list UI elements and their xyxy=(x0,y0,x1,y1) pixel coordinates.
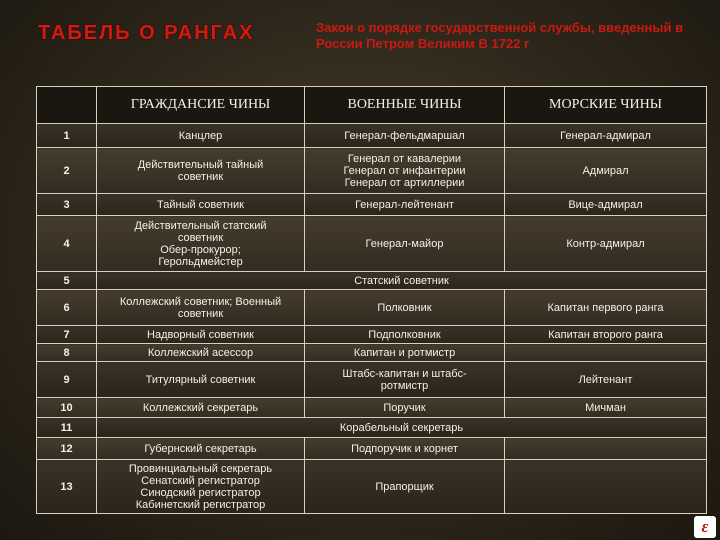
table-row xyxy=(37,194,707,216)
table-row xyxy=(37,460,707,514)
table-header-row xyxy=(37,87,707,124)
rank-line: советник xyxy=(177,307,224,320)
rank-line: Генерал-фельдмаршал xyxy=(344,129,465,142)
rank-line: ротмистр xyxy=(380,379,429,392)
naval-rank-cell xyxy=(505,362,707,398)
ranks-table xyxy=(36,86,707,514)
naval-rank-cell xyxy=(505,460,707,514)
header-naval-ranks: МОРСКИЕ ЧИНЫ xyxy=(505,87,707,124)
naval-rank-cell xyxy=(505,148,707,194)
table-row xyxy=(37,272,707,290)
rank-line: Адмирал xyxy=(582,164,629,177)
rank-line: Губернский секретарь xyxy=(144,442,257,455)
rank-line: Коллежский асессор xyxy=(147,346,254,359)
rank-class-number: 1 xyxy=(37,124,97,148)
rank-line: Надворный советник xyxy=(147,328,254,341)
presentation-logo-icon: ɛ xyxy=(694,516,716,538)
rank-class-number: 6 xyxy=(37,290,97,326)
naval-rank-cell xyxy=(505,344,707,362)
rank-class-number: 13 xyxy=(37,460,97,514)
military-rank-cell xyxy=(305,148,505,194)
table-row xyxy=(37,362,707,398)
rank-line: советник xyxy=(177,231,224,244)
rank-line: Титулярный советник xyxy=(145,373,256,386)
header-number xyxy=(37,87,97,124)
table-row xyxy=(37,216,707,272)
naval-rank-cell xyxy=(505,398,707,418)
slide-title: ТАБЕЛЬ О РАНГАХ xyxy=(38,22,255,44)
rank-line: Штабс-капитан и штабс- xyxy=(342,367,467,380)
header-civil-ranks: ГРАЖДАНСИЕ ЧИНЫ xyxy=(97,87,305,124)
rank-line: Синодский регистратор xyxy=(140,486,261,499)
naval-rank-cell xyxy=(505,438,707,460)
rank-class-number: 11 xyxy=(37,418,97,438)
military-rank-cell xyxy=(305,194,505,216)
rank-class-number: 9 xyxy=(37,362,97,398)
table-row xyxy=(37,148,707,194)
rank-line: Капитан и ротмистр xyxy=(353,346,456,359)
rank-line: Генерал от артиллерии xyxy=(344,176,465,189)
rank-line: Прапорщик xyxy=(375,480,434,493)
naval-rank-cell xyxy=(505,290,707,326)
table-row xyxy=(37,344,707,362)
civil-rank-cell xyxy=(97,344,305,362)
header-military-ranks: ВОЕННЫЕ ЧИНЫ xyxy=(305,87,505,124)
rank-line: Генерал-майор xyxy=(365,237,444,250)
rank-line: Обер-прокурор; xyxy=(160,243,241,256)
rank-class-number: 2 xyxy=(37,148,97,194)
rank-class-number: 12 xyxy=(37,438,97,460)
rank-class-number: 5 xyxy=(37,272,97,290)
rank-line: Генерал от инфантерии xyxy=(343,164,466,177)
civil-rank-cell xyxy=(97,326,305,344)
rank-line: Контр-адмирал xyxy=(566,237,645,250)
military-rank-cell xyxy=(305,460,505,514)
rank-line: Действительный тайный xyxy=(137,158,264,171)
rank-line: Герольдмейстер xyxy=(158,255,243,268)
civil-rank-cell xyxy=(97,362,305,398)
ranks-body xyxy=(37,124,707,514)
rank-line: Мичман xyxy=(585,401,626,414)
civil-rank-cell xyxy=(97,148,305,194)
rank-line: Подпоручик и корнет xyxy=(351,442,458,455)
civil-rank-cell xyxy=(97,194,305,216)
rank-line: Капитан второго ранга xyxy=(548,328,663,341)
table-row xyxy=(37,398,707,418)
rank-line: Полковник xyxy=(377,301,432,314)
rank-class-number: 10 xyxy=(37,398,97,418)
slide-subtitle: Закон о порядке государственной службы, введенный в России Петром Великим В 1722 г xyxy=(316,20,684,51)
rank-class-number: 7 xyxy=(37,326,97,344)
rank-line: Подполковник xyxy=(368,328,441,341)
naval-rank-cell xyxy=(505,326,707,344)
rank-line: Вице-адмирал xyxy=(568,198,643,211)
rank-line: Генерал-адмирал xyxy=(560,129,651,142)
rank-line: Поручик xyxy=(383,401,426,414)
military-rank-cell xyxy=(305,398,505,418)
rank-common-title: Корабельный секретарь xyxy=(97,418,707,438)
military-rank-cell xyxy=(305,344,505,362)
naval-rank-cell xyxy=(505,124,707,148)
table-row xyxy=(37,124,707,148)
rank-class-number: 4 xyxy=(37,216,97,272)
civil-rank-cell xyxy=(97,290,305,326)
rank-line: Действительный статский xyxy=(134,219,267,232)
rank-line: Сенатский регистратор xyxy=(141,474,260,487)
rank-line: Коллежский секретарь xyxy=(142,401,259,414)
rank-line: советник xyxy=(177,170,224,183)
naval-rank-cell xyxy=(505,216,707,272)
military-rank-cell xyxy=(305,362,505,398)
rank-line: Канцлер xyxy=(178,129,223,142)
military-rank-cell xyxy=(305,438,505,460)
rank-line: Коллежский советник; Военный xyxy=(119,295,282,308)
civil-rank-cell xyxy=(97,398,305,418)
table-row xyxy=(37,418,707,438)
rank-line: Генерал-лейтенант xyxy=(355,198,454,211)
military-rank-cell xyxy=(305,124,505,148)
civil-rank-cell xyxy=(97,460,305,514)
rank-line: Провинциальный секретарь xyxy=(128,462,273,475)
military-rank-cell xyxy=(305,216,505,272)
rank-class-number: 8 xyxy=(37,344,97,362)
rank-line: Тайный советник xyxy=(157,198,244,211)
rank-line: Кабинетский регистратор xyxy=(135,498,266,511)
rank-line: Лейтенант xyxy=(578,373,633,386)
table-row xyxy=(37,438,707,460)
rank-common-title: Статский советник xyxy=(97,272,707,290)
military-rank-cell xyxy=(305,290,505,326)
military-rank-cell xyxy=(305,326,505,344)
civil-rank-cell xyxy=(97,216,305,272)
rank-line: Генерал от кавалерии xyxy=(347,152,462,165)
table-row xyxy=(37,326,707,344)
civil-rank-cell xyxy=(97,438,305,460)
civil-rank-cell xyxy=(97,124,305,148)
rank-class-number: 3 xyxy=(37,194,97,216)
naval-rank-cell xyxy=(505,194,707,216)
table-row xyxy=(37,290,707,326)
rank-line: Капитан первого ранга xyxy=(547,301,664,314)
